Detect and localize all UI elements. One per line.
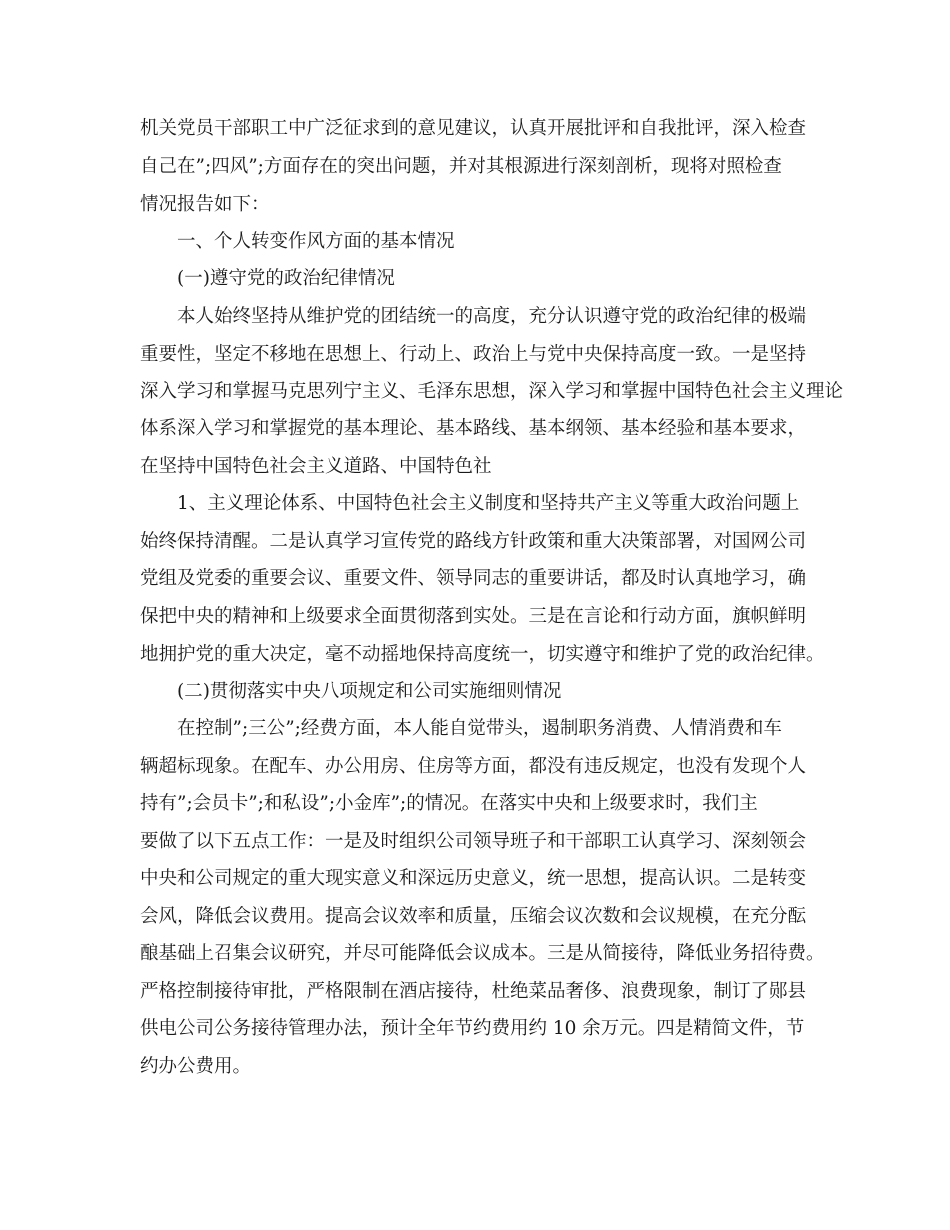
- text-line: 始终保持清醒。二是认真学习宣传党的路线方针政策和重大决策部署，对国网公司: [140, 531, 807, 552]
- text-line: 地拥护党的重大决定，毫不动摇地保持高度统一，切实遵守和维护了党的政治纪律。: [140, 644, 825, 665]
- text-line: 要做了以下五点工作：一是及时组织公司领导班子和干部职工认真学习、深刻领会: [140, 831, 807, 852]
- section-heading: 一、个人转变作风方面的基本情况: [177, 231, 455, 252]
- text-line: 体系深入学习和掌握党的基本理论、基本路线、基本纲领、基本经验和基本要求，: [140, 418, 807, 439]
- text-line: 情况报告如下：: [140, 194, 270, 215]
- text-line: 辆超标现象。在配车、办公用房、住房等方面，都没有违反规定，也没有发现个人: [140, 756, 807, 777]
- text-line: 严格控制接待审批，严格限制在酒店接待，杜绝菜品奢侈、浪费现象，制订了郧县: [140, 981, 807, 1002]
- text-line: 1、主义理论体系、中国特色社会主义制度和坚持共产主义等重大政治问题上: [177, 493, 800, 514]
- subsection-heading: (一)遵守党的政治纪律情况: [177, 268, 395, 289]
- text-line: 在控制”;三公”;经费方面，本人能自觉带头，遏制职务消费、人情消费和车: [177, 718, 782, 739]
- text-line: 中央和公司规定的重大现实意义和深远历史意义，统一思想，提高认识。二是转变: [140, 868, 807, 889]
- text-line: 重要性，坚定不移地在思想上、行动上、政治上与党中央保持高度一致。一是坚持: [140, 344, 807, 365]
- text-line: 持有”;会员卡”;和私设”;小金库”;的情况。在落实中央和上级要求时，我们主: [140, 793, 758, 814]
- subsection-heading: (二)贯彻落实中央八项规定和公司实施细则情况: [177, 681, 562, 702]
- text-line: 会风，降低会议费用。提高会议效率和质量，压缩会议次数和会议规模，在充分酝: [140, 906, 807, 927]
- text-line: 保把中央的精神和上级要求全面贯彻落到实处。三是在言论和行动方面，旗帜鲜明: [140, 606, 807, 627]
- text-line: 在坚持中国特色社会主义道路、中国特色社: [140, 456, 492, 477]
- text-line: 自己在”;四风”;方面存在的突出问题，并对其根源进行深刻剖析，现将对照检查: [140, 156, 782, 177]
- text-line: 党组及党委的重要会议、重要文件、领导同志的重要讲话，都及时认真地学习，确: [140, 568, 807, 589]
- text-line: 本人始终坚持从维护党的团结统一的高度，充分认识遵守党的政治纪律的极端: [177, 306, 807, 327]
- text-line: 供电公司公务接待管理办法，预计全年节约费用约 10 余万元。四是精简文件，节: [140, 1018, 805, 1039]
- text-line: 约办公费用。: [140, 1056, 252, 1077]
- text-line: 机关党员干部职工中广泛征求到的意见建议，认真开展批评和自我批评，深入检查: [140, 118, 807, 139]
- text-line: 酿基础上召集会议研究，并尽可能降低会议成本。三是从简接待，降低业务招待费。: [140, 943, 825, 964]
- text-line: 深入学习和掌握马克思列宁主义、毛泽东思想，深入学习和掌握中国特色社会主义理论: [140, 381, 844, 402]
